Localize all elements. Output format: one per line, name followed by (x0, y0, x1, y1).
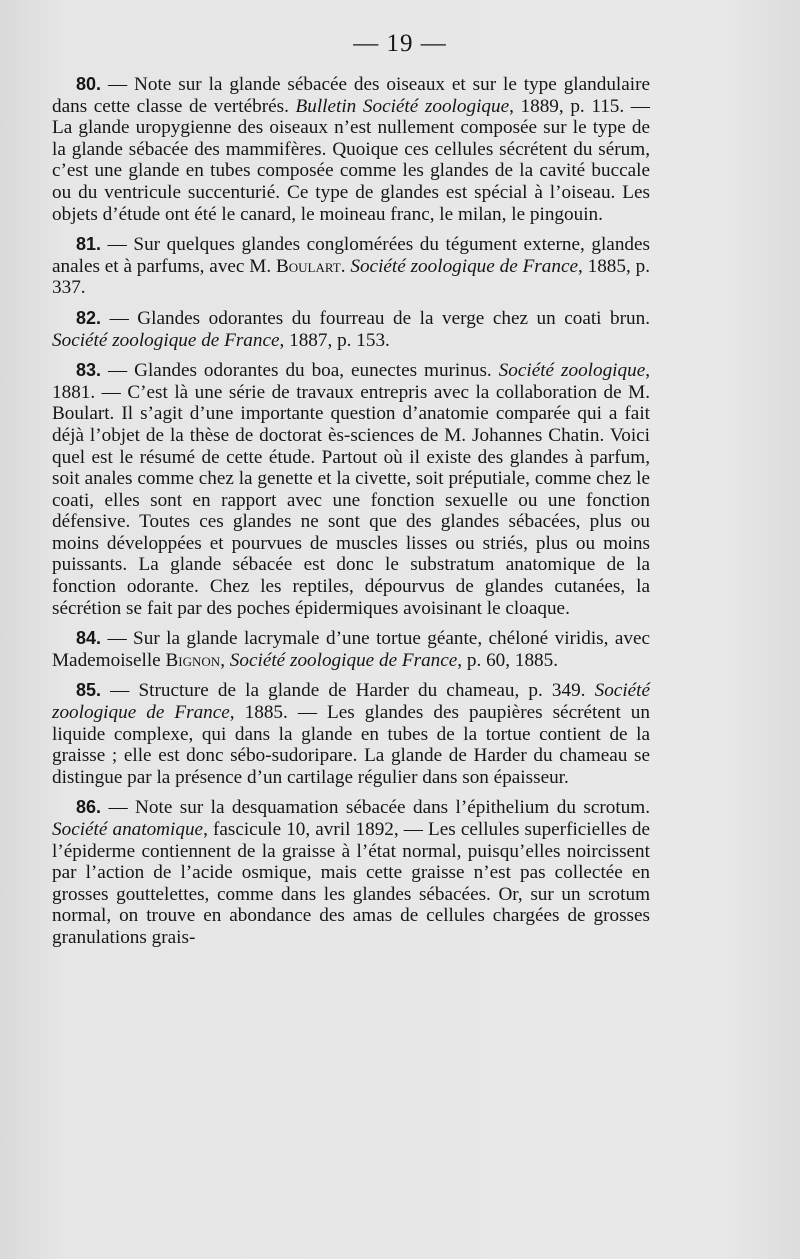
entry-text: , 1885. — Les glandes des paupières sécrétent un liquide complexe, qui dans la glande en tubes de la tortue contient de la graisse ; elle est donc sébo-sudoripare. La glande de Harder du chameau se distingue par la présence d’un cartilage régulier dans son épaisseur. (52, 702, 650, 788)
entry-number: 84. (76, 628, 102, 649)
entry-text: , p. 60, 1885. (457, 649, 559, 671)
entry-text: — Note sur la desquamation sébacée dans l’épithelium du scrotum. (108, 797, 650, 819)
entry-text: , 1889, p. 115. — La glande uropygienne des oiseaux n’est nullement composée sur le type de la glande sébacée des mammifères. Quoique ces cellules sécrétent du sérum, c’est une glande en tubes composée comme les glandes de la cavité buccale ou du ventricule succenturié. Ce type de glandes est spécial à l’oiseau. Les objets d’étude ont été le canard, le moineau franc, le milan, le pingouin. (52, 95, 650, 225)
bibliography-entry (52, 308, 650, 351)
entry-journal-title: Société zoologique de France (350, 255, 578, 277)
entry-journal-title: Société anatomique (52, 819, 204, 840)
page-body (52, 74, 650, 958)
bibliography-entry (52, 234, 650, 299)
entry-text: — Structure de la glande de Harder du chameau, p. 349. (110, 680, 595, 702)
entry-text: — Sur la glande lacrymale d’une tortue géante, chéloné viridis, avec Mademoiselle (52, 628, 650, 671)
entry-text: , 1881. — C’est là une série de travaux entrepris avec la collaboration de M. Boulart. Il s’agit d’une importante question d’anatomie comparée qui a fait déjà l’objet de la thèse de doctorat ès-sciences de M. Johannes Chatin. Voici quel est le résumé de cette étude. Partout où il existe des glandes à parfum, soit anales comme chez la genette et la civette, soit préputiale, comme chez le coati, elles sont en rapport avec une fonction sexuelle ou une fonction défensive. Toutes ces glandes ne sont que des glandes sébacées, plus ou moins développées et pourvues de muscles lisses ou striés, plus ou moins puissants. La glande sébacée est donc le substratum anatomique de la fonction odorante. Chez les reptiles, dépourvus de glandes cutanées, la sécrétion se fait par des poches épidermiques avoisinant le cloaque. (52, 360, 651, 619)
entry-text: — Glandes odorantes du fourreau de la verge chez un coati brun. (109, 307, 650, 329)
entry-coauthor: Boulart (275, 255, 341, 277)
bibliography-entry (52, 360, 650, 619)
entry-text: — Sur quelques glandes conglomérées du tégument externe, glandes anales et à parfums, avec M. (52, 234, 650, 277)
entry-text: , (220, 649, 230, 671)
entry-journal-title: Société zoologique (498, 360, 646, 382)
entry-journal-title: Société zoologique de France (229, 649, 458, 671)
entry-number: 85. (76, 680, 102, 701)
entry-journal-title: Bulletin Société zoologique (295, 95, 510, 117)
entry-number: 81. (76, 234, 102, 255)
entry-number: 83. (76, 360, 102, 381)
entry-text: , 1887, p. 153. (279, 329, 390, 351)
page-number: — 19 — (353, 30, 447, 57)
entry-number: 80. (76, 74, 102, 94)
entry-text: — Glandes odorantes du boa, eunectes murinus. (107, 360, 499, 382)
entry-journal-title: Société zoologique de France (52, 680, 651, 724)
entry-coauthor: Bignon (165, 649, 221, 671)
entry-journal-title: Société zoologique de France (52, 329, 280, 351)
bibliography-entry (52, 680, 650, 788)
entry-number: 86. (76, 797, 102, 818)
entry-text: , 1885, p. 337. (52, 255, 651, 299)
entry-number: 82. (76, 307, 102, 328)
entry-text: , fascicule 10, avril 1892, — Les cellules superficielles de l’épiderme contiennent de la graisse à l’état normal, puisqu’elles noircissent par l’action de l’acide osmique, mais cette graisse n’est pas collectée en grosses gouttelettes, comme dans les glandes sébacées. Or, sur un scrotum normal, on trouve en abondance des amas de cellules chargées de grosses granulations grais- (52, 819, 650, 948)
bibliography-entry (52, 628, 650, 671)
entry-text: . (340, 255, 351, 277)
bibliography-entry (52, 74, 650, 225)
entry-text: — Note sur la glande sébacée des oiseaux et sur le type glandulaire dans cette classe de vertébrés. (52, 74, 650, 117)
bibliography-entry (52, 797, 650, 948)
